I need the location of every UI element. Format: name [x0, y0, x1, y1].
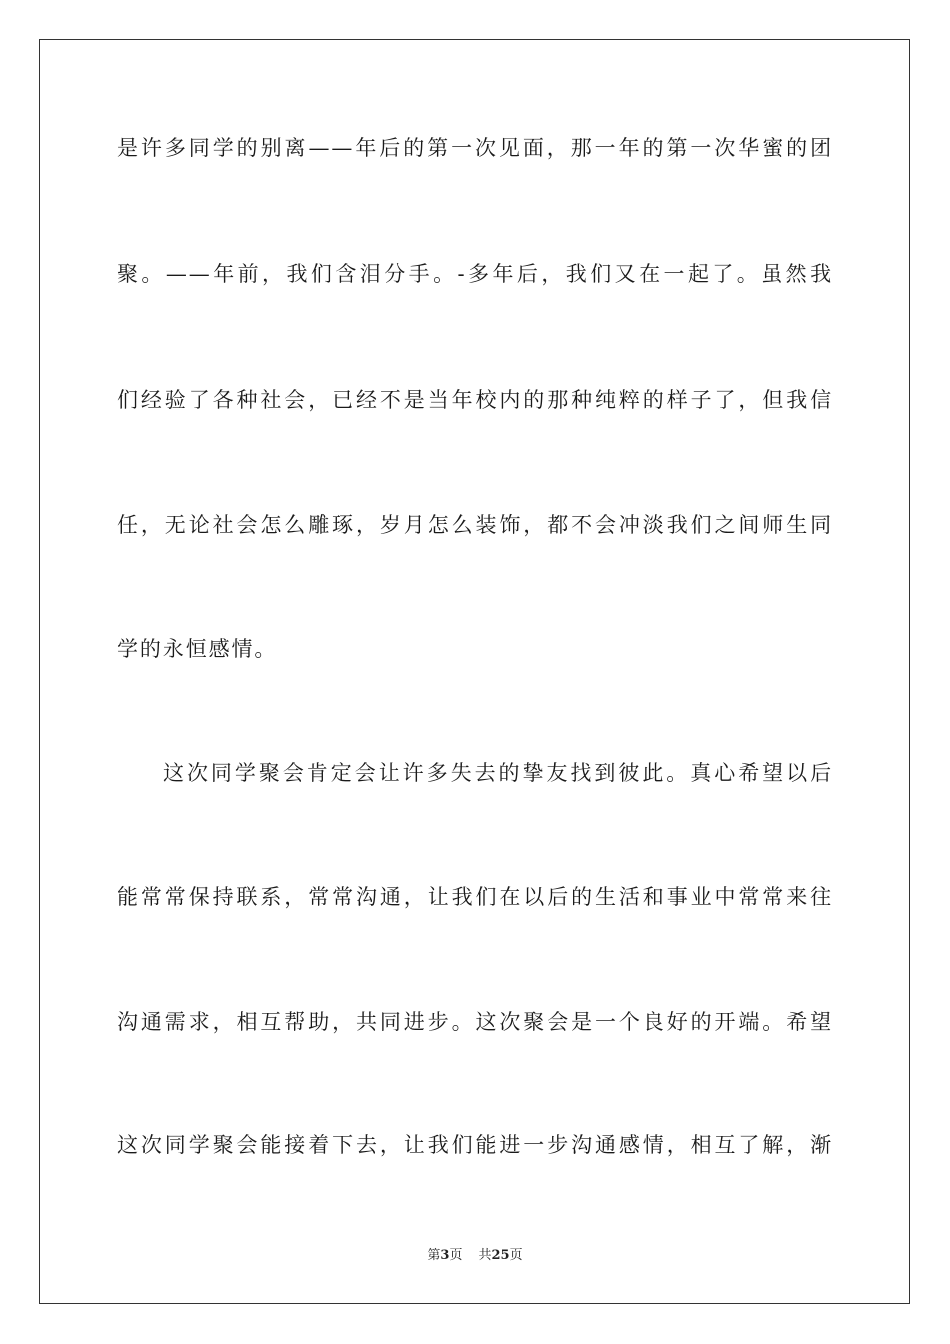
body-line-9: 这次同学聚会能接着下去，让我们能进一步沟通感情，相互了解，渐	[117, 1133, 833, 1157]
body-line-3: 们经验了各种社会，已经不是当年校内的那种纯粹的样子了，但我信	[117, 388, 833, 412]
footer-page-current: 3	[440, 1248, 450, 1263]
body-line-8: 沟通需求，相互帮助，共同进步。这次聚会是一个良好的开端。希望	[117, 1010, 833, 1034]
page-frame	[39, 39, 910, 1304]
page-footer	[0, 1246, 950, 1266]
footer-total-suffix: 页	[509, 1248, 523, 1263]
body-line-7: 能常常保持联系，常常沟通，让我们在以后的生活和事业中常常来往	[117, 885, 833, 909]
footer-total-prefix: 共	[478, 1248, 492, 1263]
body-line-1: 是许多同学的别离——年后的第一次见面，那一年的第一次华蜜的团	[117, 136, 833, 160]
body-line-2: 聚。——年前，我们含泪分手。-多年后，我们又在一起了。虽然我	[117, 262, 833, 286]
footer-page-prefix: 第	[427, 1248, 441, 1263]
footer-page-total: 25	[491, 1248, 510, 1263]
body-line-6: 这次同学聚会肯定会让许多失去的挚友找到彼此。真心希望以后	[163, 761, 833, 785]
body-line-4: 任，无论社会怎么雕琢，岁月怎么装饰，都不会冲淡我们之间师生同	[117, 513, 833, 537]
body-line-5: 学的永恒感情。	[117, 637, 278, 661]
footer-page-suffix: 页	[449, 1248, 463, 1263]
